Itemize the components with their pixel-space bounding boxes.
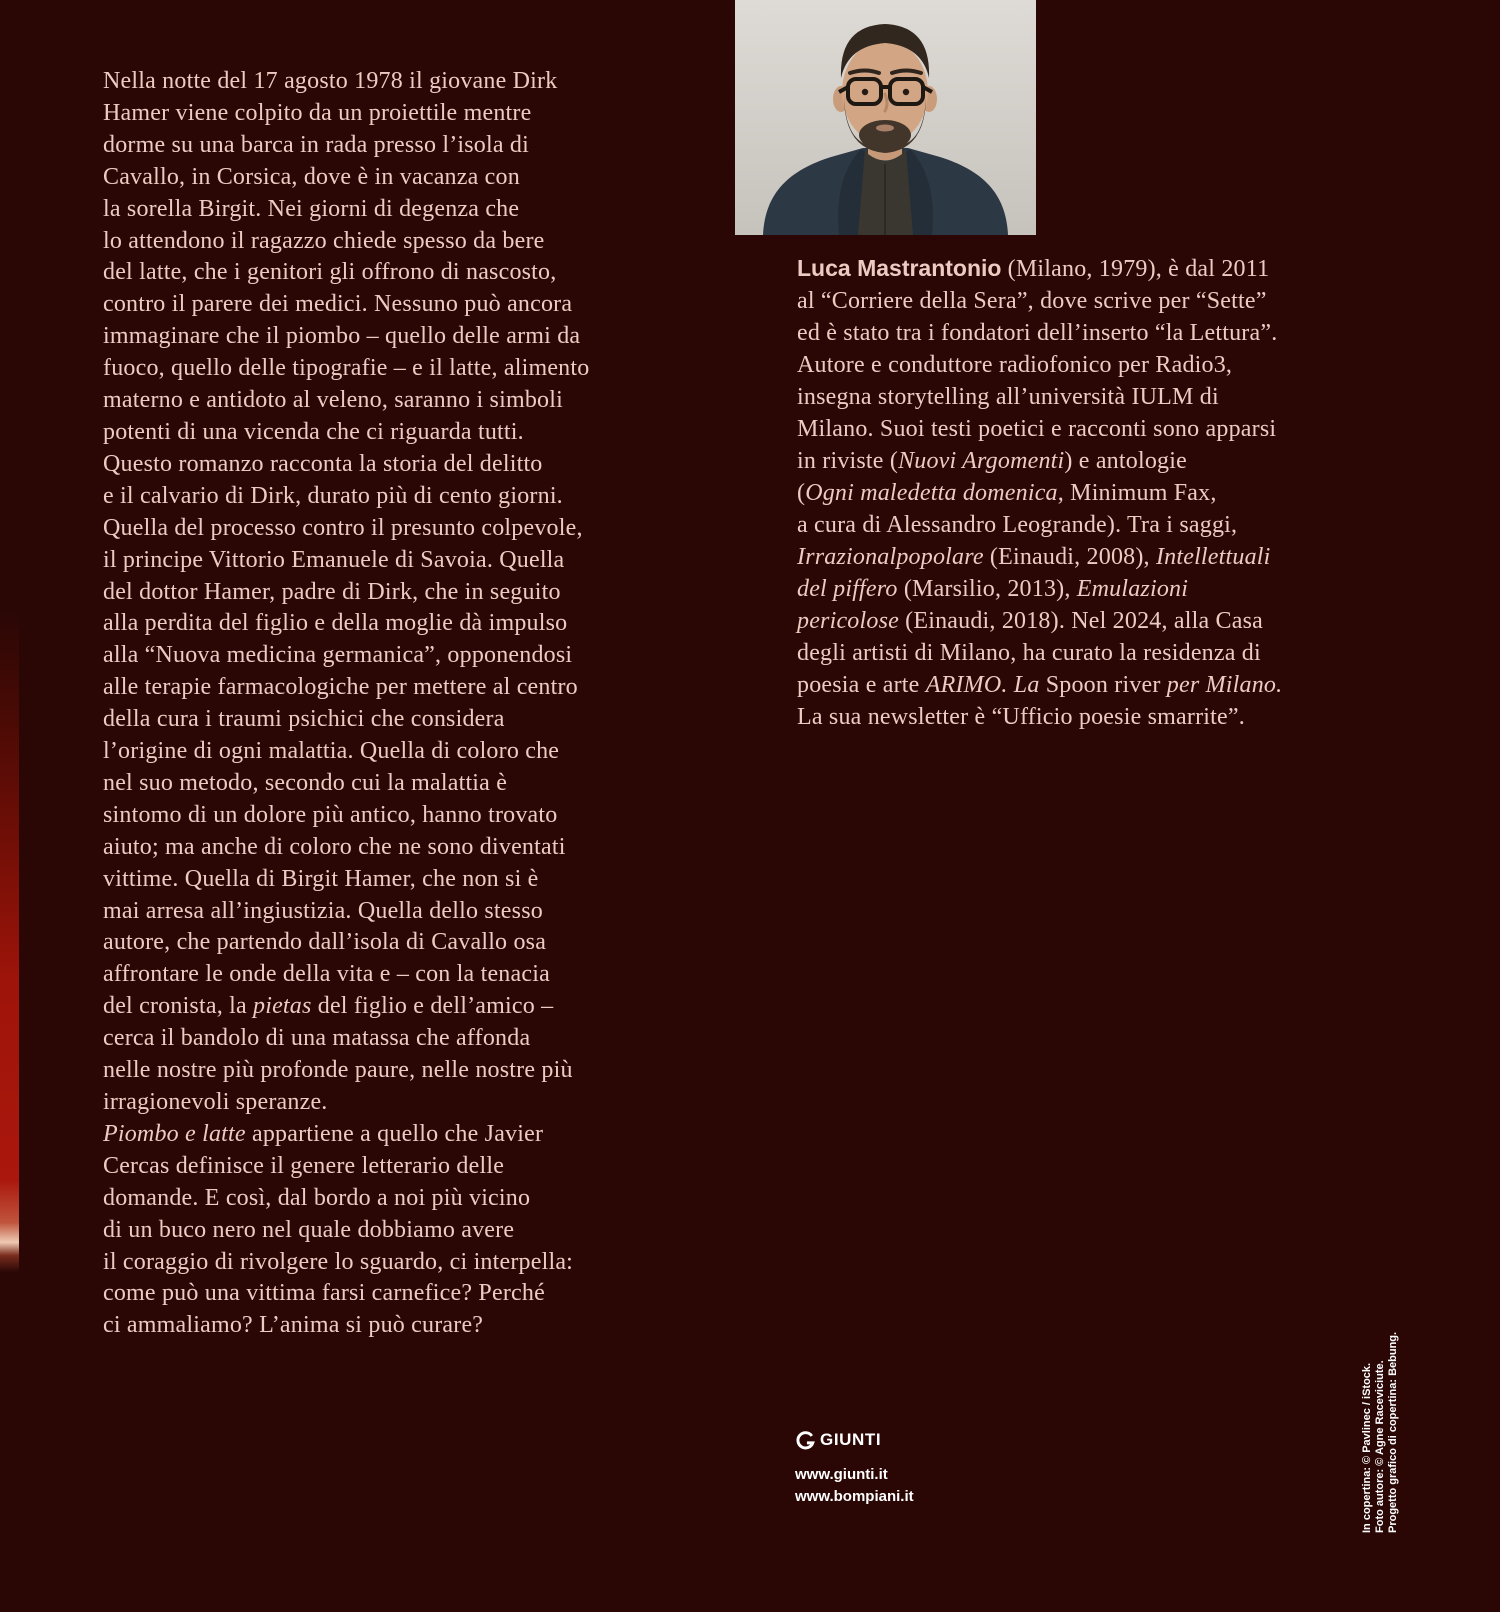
text-line: della cura i traumi psichici che considera [103, 706, 505, 733]
text-line: Quella del processo contro il presunto colpevole, [103, 514, 583, 541]
giunti-url: www.giunti.it [795, 1466, 888, 1483]
text-line: aiuto; ma anche di coloro che ne sono diventati [103, 833, 566, 860]
text-line: la sorella Birgit. Nei giorni di degenza che [103, 195, 520, 222]
text-line: l’origine di ogni malattia. Quella di coloro che [103, 738, 560, 765]
text-line: Nella notte del 17 agosto 1978 il giovane Dirk [103, 68, 558, 94]
text-line: mai arresa all’ingiustizia. Quella dello stesso [103, 897, 543, 924]
text-line: del piffero (Marsilio, 2013), Emulazioni [797, 576, 1189, 602]
text-line: Cavallo, in Corsica, dove è in vacanza con [103, 163, 520, 190]
text-line: di un buco nero nel quale dobbiamo avere [103, 1216, 515, 1243]
text-line: alla perdita del figlio e della moglie dà impulso [103, 610, 568, 637]
text-line: autore, che partendo dall’isola di Cavallo osa [103, 929, 547, 956]
author-bio [797, 252, 1377, 733]
text-line: In copertina: © Pavlinec / iStock. [1361, 1362, 1373, 1533]
text-line: Luca Mastrantonio (Milano, 1979), è dal 2011 [797, 255, 1270, 282]
text-line: immaginare che il piombo – quello delle armi da [103, 323, 581, 350]
text-line: degli artisti di Milano, ha curato la residenza di [797, 640, 1261, 666]
text-line: a cura di Alessandro Leogrande). Tra i saggi, [797, 512, 1238, 538]
text-line: domande. E così, dal bordo a noi più vicino [103, 1184, 531, 1211]
text-line: alla “Nuova medicina germanica”, opponendosi [103, 642, 573, 669]
text-line: Progetto grafico di copertina: Bebung. [1387, 1331, 1399, 1533]
text-line: nelle nostre più profonde paure, nelle nostre più [103, 1057, 573, 1084]
text-line: Irrazionalpopolare (Einaudi, 2008), Intellettuali [797, 544, 1271, 570]
text-line: il principe Vittorio Emanuele di Savoia. Quella [103, 546, 565, 573]
text-line: sintomo di un dolore più antico, hanno trovato [103, 801, 558, 828]
text-line: e il calvario di Dirk, durato più di cento giorni. [103, 482, 563, 509]
text-line: pericolose (Einaudi, 2018). Nel 2024, alla Casa [797, 608, 1263, 634]
text-line: Cercas definisce il genere letterario delle [103, 1152, 505, 1179]
text-line: ci ammaliamo? L’anima si può curare? [103, 1312, 484, 1339]
text-line: Hamer viene colpito da un proiettile mentre [103, 99, 532, 126]
text-line: poesia e arte ARIMO. La Spoon river per Milano. [797, 672, 1283, 698]
text-line: ed è stato tra i fondatori dell’inserto “la Lettura”. [797, 320, 1278, 346]
giunti-logo-text: GIUNTI [820, 1430, 882, 1449]
text-line: il coraggio di rivolgere lo sguardo, ci interpella: [103, 1248, 574, 1275]
bompiani-url: www.bompiani.it [795, 1487, 914, 1505]
cover-spine-edge [0, 612, 19, 1272]
author-portrait-illustration [735, 0, 1036, 235]
text-line: al “Corriere della Sera”, dove scrive per “Sette” [797, 288, 1267, 314]
text-line: Piombo e latte appartiene a quello che Javier [103, 1120, 544, 1147]
text-line: potenti di una vicenda che ci riguarda tutti. [103, 418, 524, 445]
text-line: del dottor Hamer, padre di Dirk, che in seguito [103, 578, 561, 605]
text-line: irragionevoli speranze. [103, 1089, 328, 1115]
publisher-urls [795, 1464, 914, 1507]
text-line: Foto autore: © Agne Raceviciute. [1374, 1360, 1386, 1533]
text-line: La sua newsletter è “Ufficio poesie smarrite”. [797, 704, 1245, 730]
text-line: contro il parere dei medici. Nessuno può ancora [103, 291, 573, 318]
text-line: insegna storytelling all’università IULM di [797, 384, 1219, 410]
text-line: del latte, che i genitori gli offrono di nascosto, [103, 259, 557, 286]
photo-credits [1361, 1273, 1400, 1533]
text-line: affrontare le onde della vita e – con la tenacia [103, 961, 550, 988]
text-line: del cronista, la pietas del figlio e dell’amico – [103, 993, 554, 1020]
text-line: vittime. Quella di Birgit Hamer, che non si è [103, 865, 539, 892]
publisher-block [795, 1428, 914, 1507]
text-line: cerca il bandolo di una matassa che affonda [103, 1025, 531, 1052]
text-line: Autore e conduttore radiofonico per Radio3, [797, 352, 1233, 378]
text-line: (Ogni maledetta domenica, Minimum Fax, [797, 480, 1217, 506]
author-photo [735, 0, 1036, 235]
giunti-logo [795, 1428, 914, 1452]
giunti-g-icon [795, 1430, 816, 1451]
text-line: fuoco, quello delle tipografie – e il latte, alimento [103, 355, 590, 382]
text-line: in riviste (Nuovi Argomenti) e antologie [797, 448, 1187, 474]
text-line: dorme su una barca in rada presso l’isola di [103, 131, 529, 158]
text-line: Milano. Suoi testi poetici e racconti sono apparsi [797, 416, 1277, 442]
text-line: Questo romanzo racconta la storia del delitto [103, 450, 543, 477]
text-line: come può una vittima farsi carnefice? Perché [103, 1280, 545, 1307]
text-line: lo attendono il ragazzo chiede spesso da bere [103, 227, 545, 254]
book-description [103, 66, 703, 1342]
text-line: nel suo metodo, secondo cui la malattia è [103, 769, 508, 796]
text-line: alle terapie farmacologiche per mettere al centro [103, 674, 578, 701]
text-line: materno e antidoto al veleno, saranno i simboli [103, 387, 563, 414]
